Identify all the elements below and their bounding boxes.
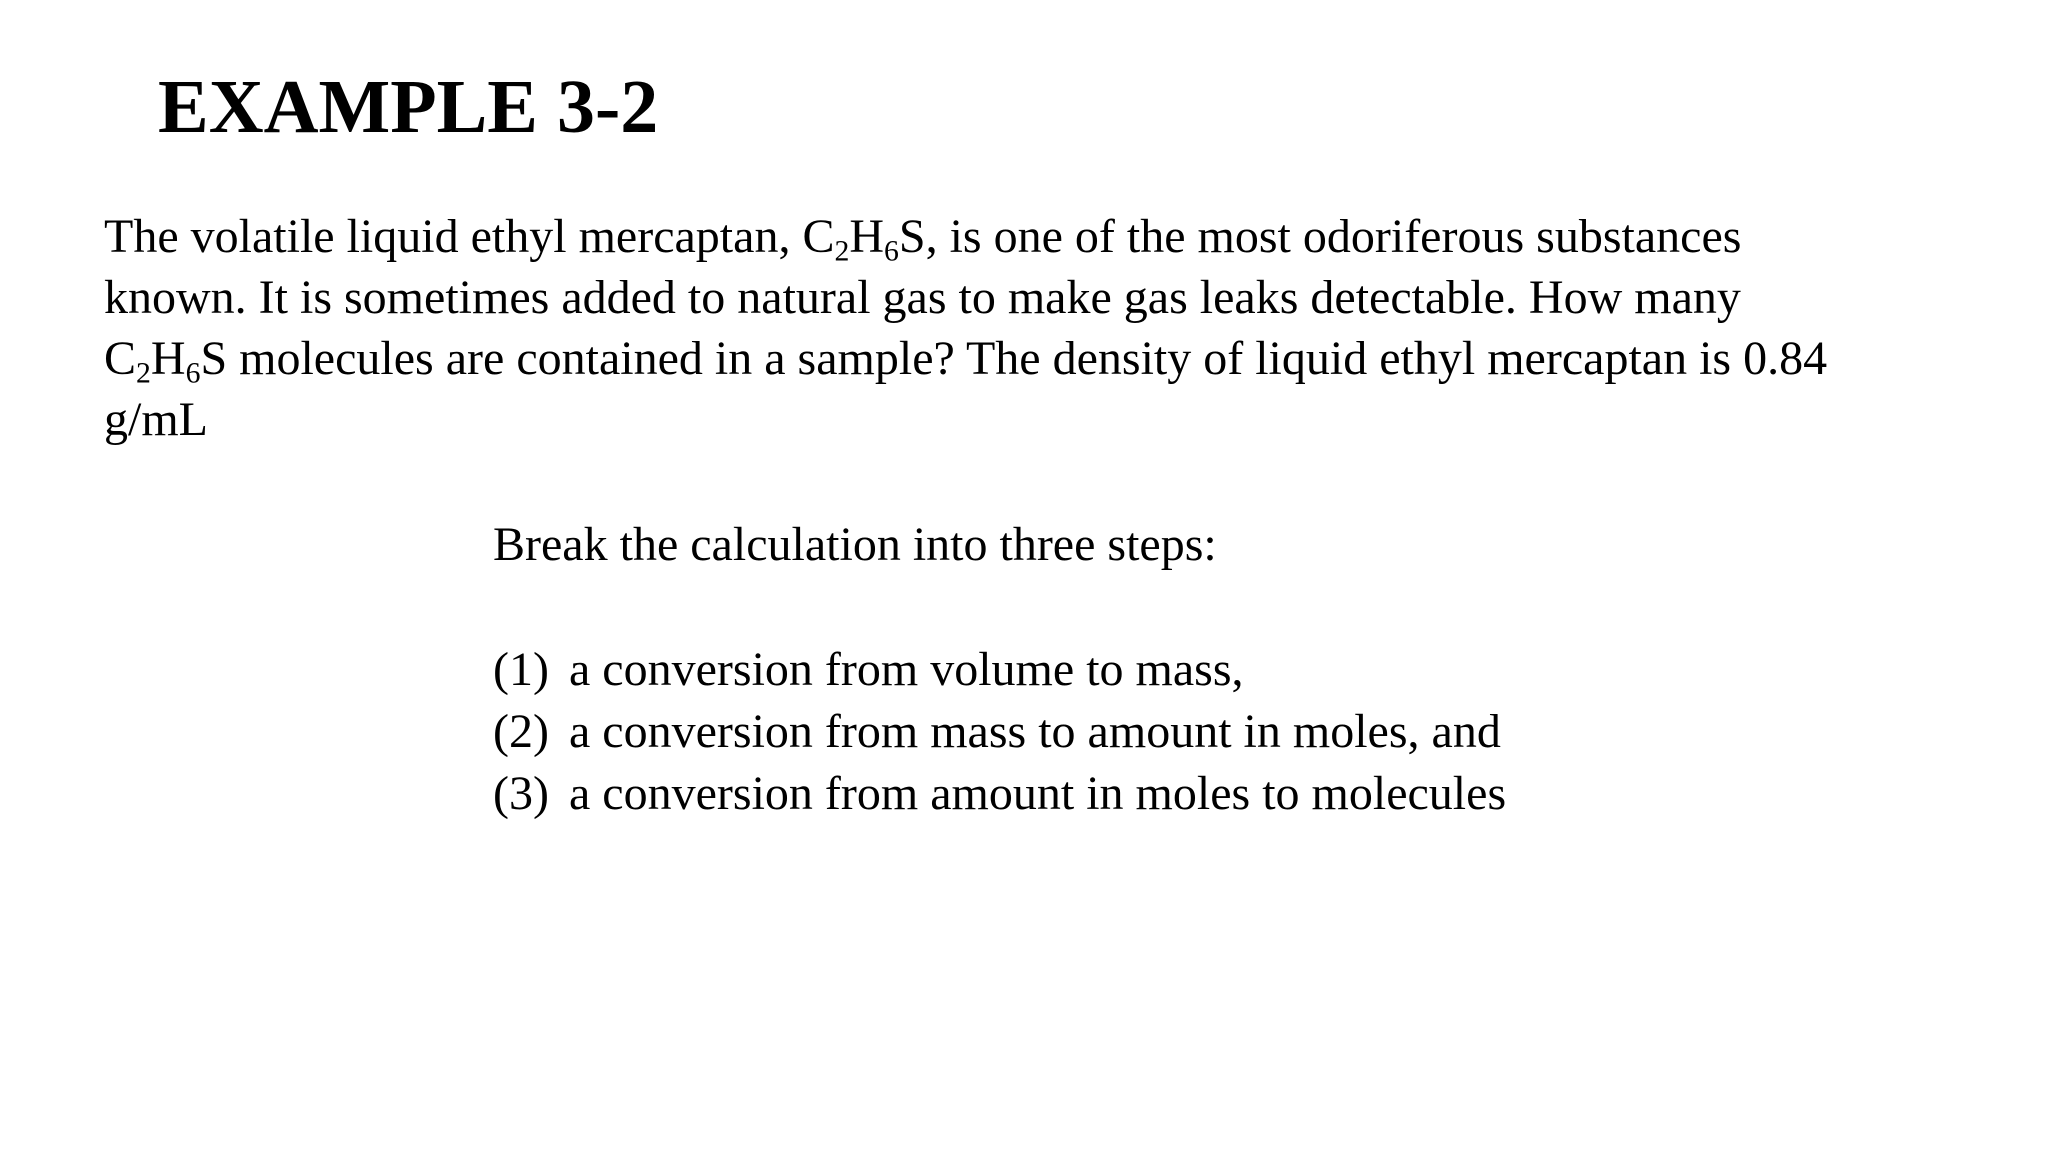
step-number: (2): [493, 705, 549, 758]
step-text: a conversion from amount in moles to molecules: [569, 767, 1507, 820]
steps-list: [493, 639, 1506, 825]
step-item: [493, 701, 1506, 763]
step-number: (1): [493, 643, 549, 696]
problem-statement: [104, 206, 1984, 450]
formula-subscript: 6: [185, 356, 201, 390]
step-number: (3): [493, 767, 549, 820]
step-item: [493, 763, 1506, 825]
problem-line-4: g/mL: [104, 393, 208, 446]
problem-line-2: known. It is sometimes added to natural gas to make gas leaks detectable. How many: [104, 271, 1741, 324]
step-text: a conversion from volume to mass,: [569, 643, 1244, 696]
instructions-text: Break the calculation into three steps:: [493, 518, 1217, 571]
step-text: a conversion from mass to amount in moles, and: [569, 705, 1501, 758]
formula-subscript: 2: [136, 356, 151, 390]
formula-subscript: 6: [884, 234, 899, 268]
problem-line-1: The volatile liquid ethyl mercaptan, $C_2H_6S$, is one of the most odoriferous substances: [104, 210, 1742, 268]
step-item: [493, 639, 1506, 701]
problem-line-3: $C_2H_6S$ molecules are contained in a sample? The density of liquid ethyl mercaptan is 0.84: [104, 332, 1828, 390]
formula-subscript: 2: [834, 234, 850, 268]
slide-title: EXAMPLE 3-2: [158, 65, 659, 149]
